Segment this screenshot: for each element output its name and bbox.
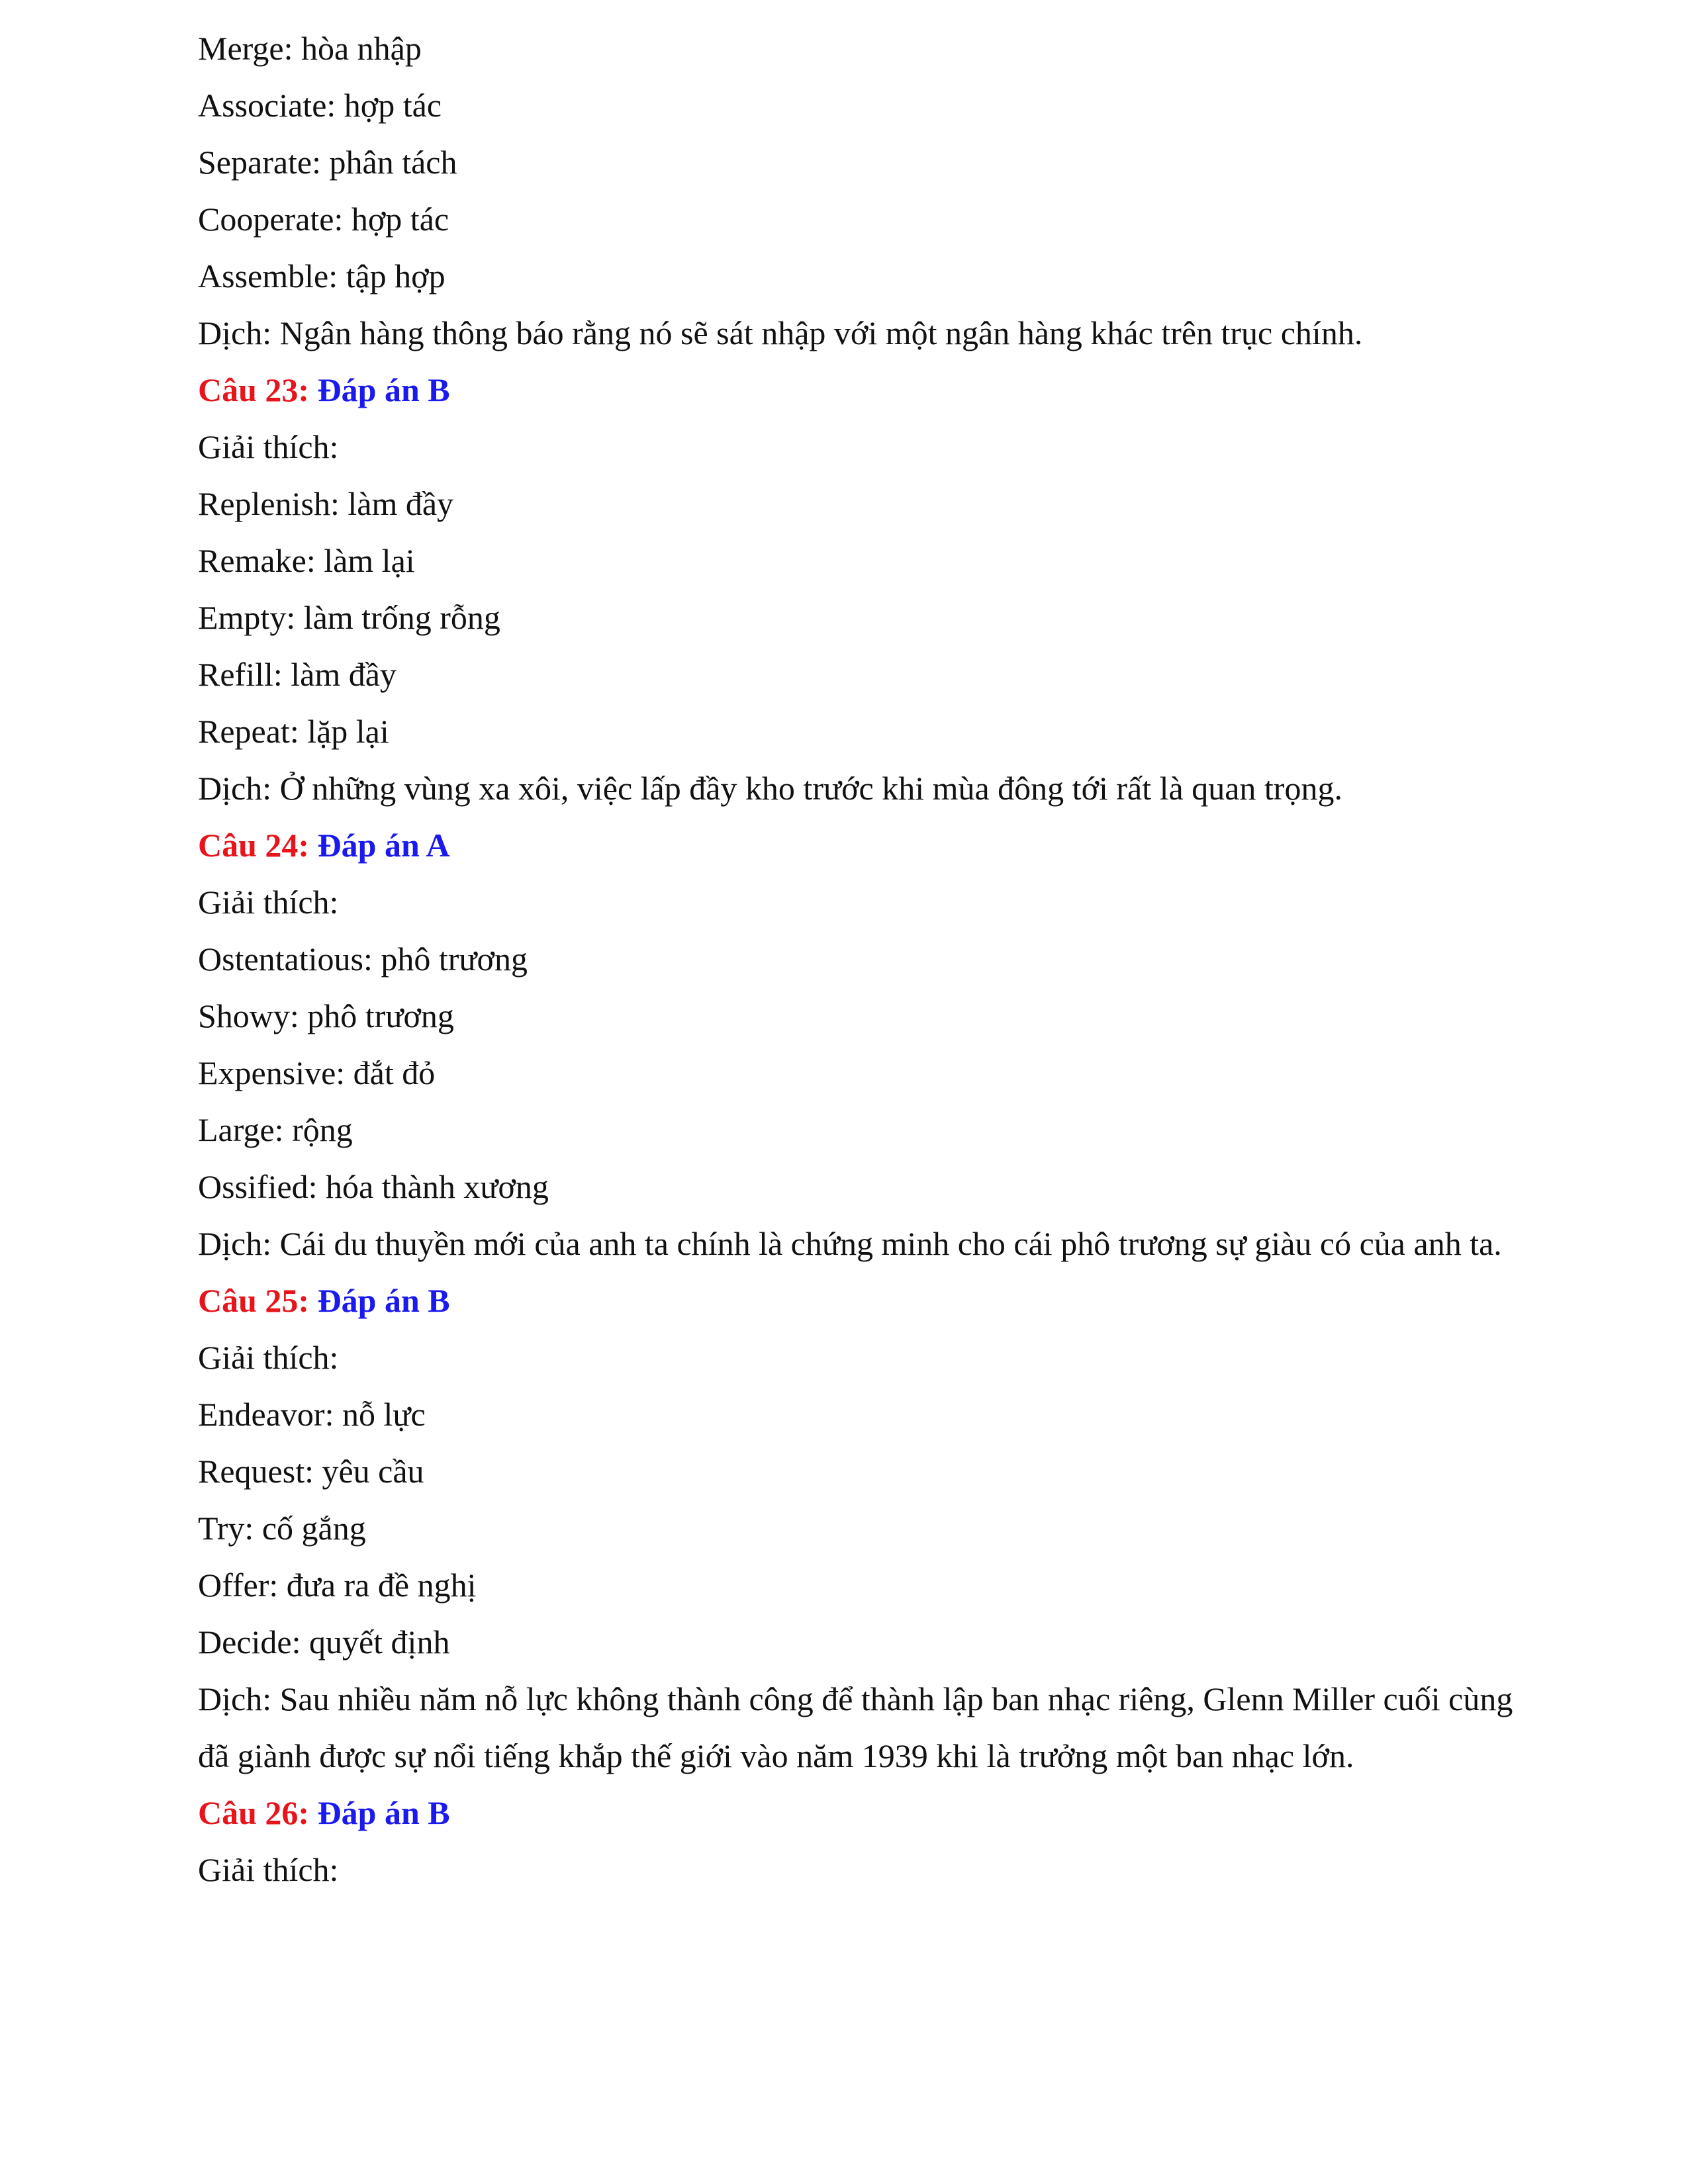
- answer-label: Đáp án A: [317, 827, 450, 864]
- vocab-line: Separate: phân tách: [198, 144, 457, 181]
- vocab-line: Empty: làm trống rỗng: [198, 599, 500, 636]
- question-number: Câu 25:: [198, 1282, 310, 1319]
- vocab-line: Refill: làm đầy: [198, 656, 397, 693]
- vocab-line: Replenish: làm đầy: [198, 485, 454, 522]
- vocab-line: Showy: phô trương: [198, 997, 454, 1034]
- explanation-label: Giải thích:: [198, 1339, 339, 1376]
- vocab-line: Expensive: đắt đỏ: [198, 1054, 436, 1091]
- question-heading-23: [198, 361, 1522, 418]
- vocab-line: Offer: đưa ra đề nghị: [198, 1567, 477, 1604]
- vocab-line: Associate: hợp tác: [198, 87, 442, 124]
- answer-label: Đáp án B: [317, 1282, 450, 1319]
- question-heading-25: [198, 1272, 1522, 1329]
- question-heading-24: [198, 817, 1522, 874]
- document-content: [198, 20, 1522, 1898]
- explanation-label: Giải thích:: [198, 1851, 339, 1888]
- vocab-line: Large: rộng: [198, 1111, 353, 1148]
- question-number: Câu 23:: [198, 371, 310, 408]
- answer-label: Đáp án B: [317, 371, 450, 408]
- explanation-label: Giải thích:: [198, 428, 339, 465]
- vocab-line: Endeavor: nỗ lực: [198, 1396, 426, 1433]
- translation-line: Dịch: Cái du thuyền mới của anh ta chính là chứng minh cho cái phô trương sự giàu có của anh ta.: [198, 1225, 1502, 1262]
- vocab-line: Remake: làm lại: [198, 542, 415, 579]
- answer-label: Đáp án B: [317, 1794, 450, 1831]
- vocab-line: Repeat: lặp lại: [198, 713, 389, 750]
- vocab-line: Ossified: hóa thành xương: [198, 1168, 549, 1205]
- translation-line-continued: đã giành được sự nổi tiếng khắp thế giới vào năm 1939 khi là trưởng một ban nhạc lớn.: [198, 1737, 1354, 1774]
- translation-line: Dịch: Sau nhiều năm nỗ lực không thành công để thành lập ban nhạc riêng, Glenn Miller cuối cùng: [198, 1680, 1513, 1717]
- vocab-line: Merge: hòa nhập: [198, 30, 422, 67]
- question-number: Câu 26:: [198, 1794, 310, 1831]
- vocab-line: Request: yêu cầu: [198, 1453, 424, 1490]
- translation-line: Dịch: Ngân hàng thông báo rằng nó sẽ sát nhập với một ngân hàng khác trên trục chính.: [198, 314, 1363, 351]
- question-heading-26: [198, 1784, 1522, 1841]
- vocab-line: Try: cố gắng: [198, 1510, 366, 1547]
- explanation-label: Giải thích:: [198, 884, 339, 921]
- question-number: Câu 24:: [198, 827, 310, 864]
- vocab-line: Ostentatious: phô trương: [198, 940, 528, 978]
- vocab-line: Assemble: tập hợp: [198, 257, 445, 295]
- vocab-line: Cooperate: hợp tác: [198, 201, 449, 238]
- vocab-line: Decide: quyết định: [198, 1623, 450, 1661]
- translation-line: Dịch: Ở những vùng xa xôi, việc lấp đầy kho trước khi mùa đông tới rất là quan trọng.: [198, 770, 1342, 807]
